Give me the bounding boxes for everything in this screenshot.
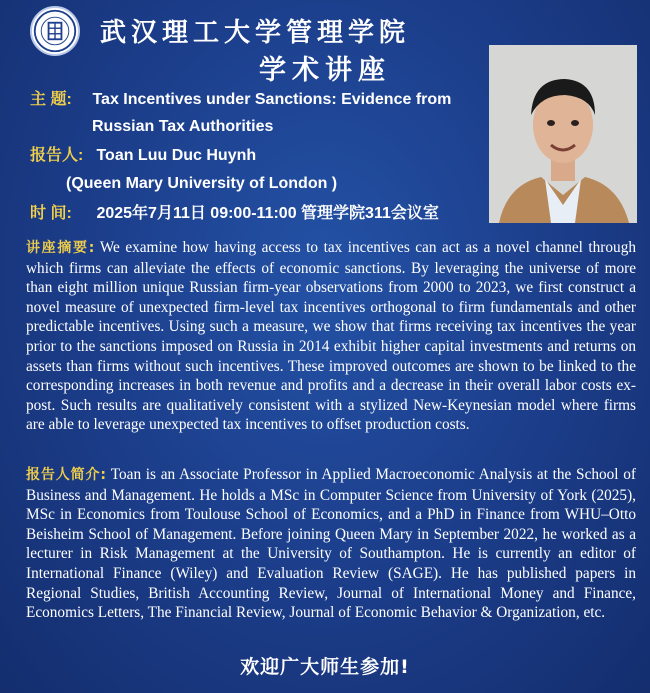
bio-text: Toan is an Associate Professor in Applied Macroeconomic Analysis at the School of Business and Management. He holds a MSc in Computer Science from University of York (2025), MSc in Economics from Toulouse School of Economics, and a PhD in Finance from WHU–Otto Beisheim School of Management. Before joining Queen Mary in September 2022, he worked as a lecturer in Risk Management at the University of Southampton. He is currently an editor of International Finance (Wiley) and Evaluation Review (SAGE). He has published papers in Regional Studies, British Accounting Review, Journal of International Money and Finance, Economics Letters, The Financial Review, Journal of Economic Behavior & Organization, etc. <box>26 466 636 622</box>
speaker-row <box>30 145 256 167</box>
bio-paragraph <box>26 465 636 623</box>
time-value: 2025年7月11日 09:00-11:00 管理学院311会议室 <box>96 205 439 222</box>
time-label: 时 间: <box>30 205 72 222</box>
topic-row-2 <box>92 116 273 138</box>
abstract-text: We examine how having access to tax incentives can act as a novel channel through which firms can alleviate the effects of economic sanctions. By leveraging the universe of more than eight million unique Russian firm-year observations from 2000 to 2023, we first construct a novel measure of unexpected firm-level tax incentives orthogonal to firm fundamentals and other predictable incentives. Using such a measure, we show that firms receiving tax incentives the year prior to the sanctions imposed on Russia in 2014 exhibit higher capital investments and returns on assets than firms without such incentives. These improved outcomes are shown to be linked to the corresponding increases in both revenue and profits and a decrease in their overall labor costs ex-post. Such results are qualitatively consistent with a stylized New-Keynesian model where firms are able to leverage unexpected tax incentives to offset production costs. <box>26 239 636 434</box>
speaker-name: Toan Luu Duc Huynh <box>96 147 257 164</box>
abstract-label: 讲座摘要: <box>26 240 95 256</box>
speaker-label: 报告人: <box>30 147 84 164</box>
affiliation-row <box>66 173 337 195</box>
topic-line-1: Tax Incentives under Sanctions: Evidence from <box>92 91 452 108</box>
university-title: 武汉理工大学管理学院 <box>100 18 411 48</box>
event-title: 学术讲座 <box>259 55 391 86</box>
time-row <box>30 203 439 225</box>
topic-label: 主 题: <box>30 91 72 108</box>
bio-label: 报告人简介: <box>26 467 107 483</box>
abstract-paragraph <box>26 238 636 435</box>
welcome-message: 欢迎广大师生参加! <box>240 656 410 678</box>
speaker-portrait <box>489 45 637 223</box>
topic-row <box>30 89 451 111</box>
topic-line-2: Russian Tax Authorities <box>92 118 274 135</box>
speaker-affiliation: (Queen Mary University of London ) <box>66 175 338 192</box>
